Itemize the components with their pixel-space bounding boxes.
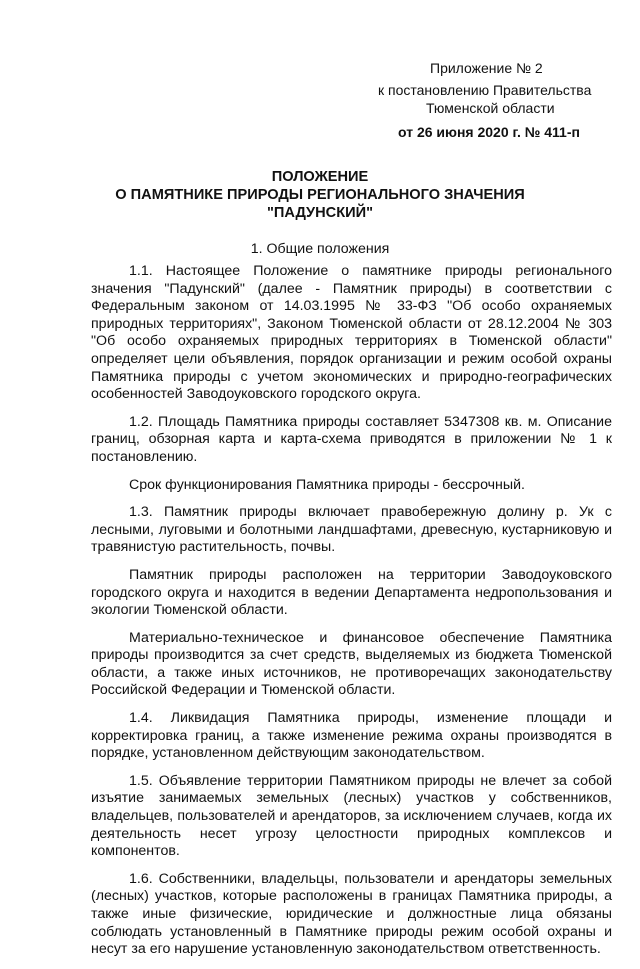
paragraph-funding: Материально-техническое и финансовое обеспечение Памятника природы производится за счет средств, выделяемых из бюджета Тюменской области, а также иных источников, не противоречащих законодательству Российской Федерации и Тюменской области. bbox=[91, 629, 612, 699]
annex-date-number: от 26 июня 2020 г. № 411-п bbox=[398, 124, 580, 140]
annex-reference-line1: к постановлению Правительства bbox=[378, 82, 592, 98]
document-title bbox=[0, 168, 640, 222]
title-line-3: "ПАДУНСКИЙ" bbox=[266, 205, 374, 221]
paragraph-1-1: 1.1. Настоящее Положение о памятнике природы регионального значения "Падунский" (далее - Памятник природы) в соответствии с Федеральным законом от 14.03.1995 № 33-ФЗ "Об особо охраняемых природных территориях", Законом Тюменской области от 28.12.2004 № 303 "Об особо охраняемых природных территориях в Тюменской области" определяет цели объявления, порядок организации и режим особой охраны Памятника природы с учетом экономических и природно-географических особенностей Заводоуковского городского округа. bbox=[91, 263, 612, 403]
title-line-2: О ПАМЯТНИКЕ ПРИРОДЫ РЕГИОНАЛЬНОГО ЗНАЧЕНИЯ bbox=[115, 187, 525, 203]
paragraph-1-4: 1.4. Ликвидация Памятника природы, изменение площади и корректировка границ, а также изменение режима охраны производятся в порядке, установленном действующим законодательством. bbox=[91, 710, 612, 762]
section-heading: 1. Общие положения bbox=[250, 241, 390, 257]
title-line-1: ПОЛОЖЕНИЕ bbox=[271, 169, 369, 185]
paragraph-1-5: 1.5. Объявление территории Памятником природы не влечет за собой изъятие занимаемых земельных (лесных) участков у собственников, владельцев, пользователей и арендаторов, за исключением случаев, когда их деятельность несет угрозу целостности природных комплексов и компонентов. bbox=[91, 772, 612, 860]
annex-reference-line2: Тюменской области bbox=[426, 100, 555, 116]
paragraph-location: Памятник природы расположен на территории Заводоуковского городского округа и находится в ведении Департамента недропользования и экологии Тюменской области. bbox=[91, 566, 612, 619]
paragraph-1-2: 1.2. Площадь Памятника природы составляет 5347308 кв. м. Описание границ, обзорная карта и карта-схема приводятся в приложении № 1 к постановлению. bbox=[91, 413, 612, 465]
annex-number: Приложение № 2 bbox=[430, 60, 543, 76]
paragraph-1-6: 1.6. Собственники, владельцы, пользователи и арендаторы земельных (лесных) участков, которые расположены в границах Памятника природы, а также иные физические, юридические и должностные лица обязаны соблюдать установленный в Памятнике природы режим особой охраны и несут за его нарушение установленную законодательством ответственность. bbox=[91, 870, 612, 958]
paragraph-term: Срок функционирования Памятника природы - бессрочный. bbox=[129, 476, 525, 493]
paragraph-1-3: 1.3. Памятник природы включает правобережную долину р. Ук с лесными, луговыми и болотными ландшафтами, древесную, кустарниковую и травянистую растительность, почвы. bbox=[91, 504, 612, 556]
document-body bbox=[91, 263, 612, 969]
